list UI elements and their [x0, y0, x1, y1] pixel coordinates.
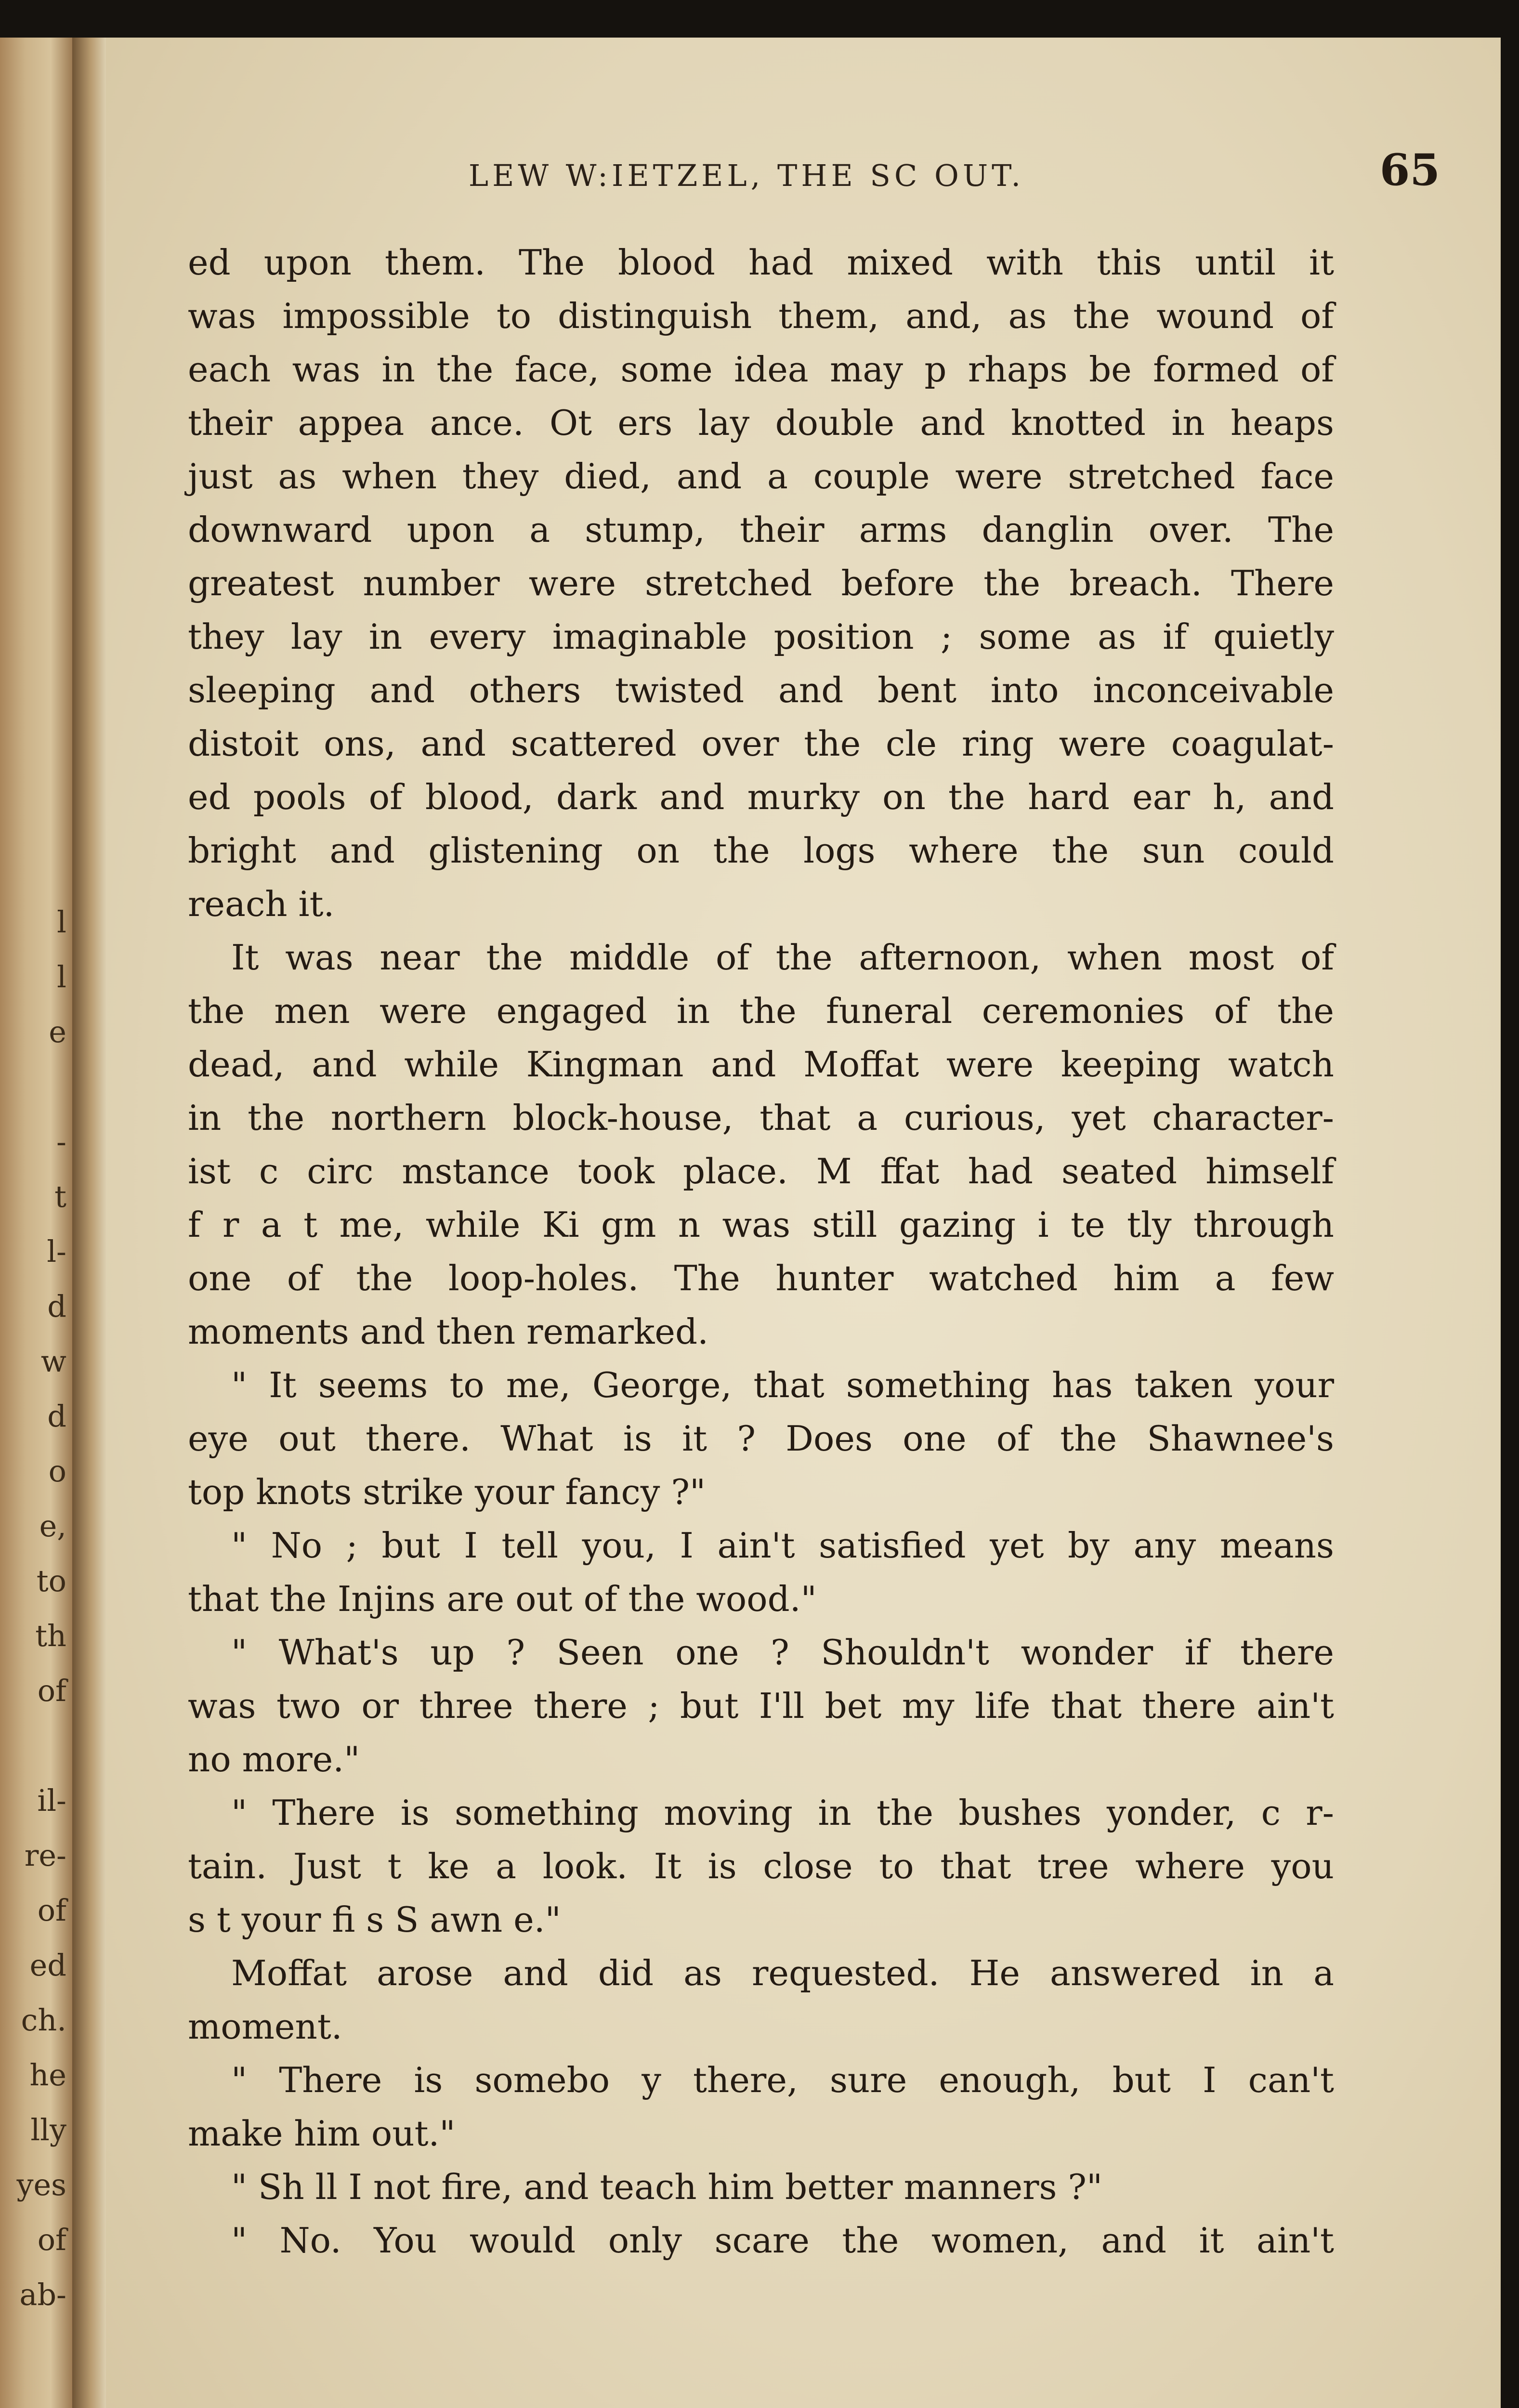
text-line: sleeping and others twisted and bent into inconceivable [188, 670, 1334, 710]
text-line: was two or three there ; but I'll bet my life that there ain't [188, 1686, 1334, 1726]
facing-page-fragment: ed [29, 1948, 66, 1983]
text-line: " What's up ? Seen one ? Shouldn't wonder if there [231, 1632, 1334, 1673]
facing-page-fragment: of [37, 1673, 66, 1708]
facing-page-fragment [9, 1060, 66, 1114]
facing-page-fragment: th [35, 1618, 66, 1653]
facing-page-fragment: ab- [19, 2277, 66, 2312]
text-line: they lay in every imaginable position ; some as if quietly [188, 616, 1334, 657]
scan-border-right [1501, 0, 1519, 2408]
facing-page-fragment: - [56, 1124, 66, 1159]
facing-page-fragment: e [49, 1014, 66, 1049]
facing-page-fragment [9, 401, 66, 456]
text-line: bright and glistening on the logs where the sun could [188, 830, 1334, 871]
facing-page-fragment [9, 236, 66, 291]
text-line: each was in the face, some idea may p rhaps be formed of [188, 349, 1334, 390]
facing-page-fragment: il- [37, 1783, 66, 1818]
book-gutter [72, 38, 106, 2408]
facing-page-fragment [9, 346, 66, 401]
text-line: that the Injins are out of the wood." [188, 1579, 817, 1619]
text-line: distoit ons, and scattered over the cle ring were coagulat- [188, 723, 1334, 764]
facing-page-fragment [9, 565, 66, 620]
text-line: just as when they died, and a couple were stretched face [188, 456, 1334, 497]
text-line: " No. You would only scare the women, and it ain't [231, 2220, 1334, 2261]
text-line: make him out." [188, 2113, 456, 2154]
text-line: " There is something moving in the bushes yonder, c r- [231, 1793, 1334, 1833]
scan-border-top [0, 0, 1519, 38]
text-line: ist c circ mstance took place. M ffat had seated himself [188, 1151, 1334, 1191]
text-line: " Sh ll I not fire, and teach him better manners ?" [231, 2167, 1103, 2207]
text-line: in the northern block-house, that a curious, yet character- [188, 1098, 1334, 1138]
text-line: their appea ance. Ot ers lay double and knotted in heaps [188, 403, 1334, 443]
facing-page-fragment: ch. [21, 2002, 66, 2038]
facing-page-fragment [9, 840, 66, 895]
text-line: " No ; but I tell you, I ain't satisfied yet by any means [231, 1525, 1334, 1566]
facing-page-fragment [9, 510, 66, 565]
facing-page-fragment: w [40, 1344, 66, 1379]
text-line: greatest number were stretched before the breach. There [188, 563, 1334, 603]
running-head: LEW W:IETZEL, THE SC OUT. [468, 158, 1025, 193]
facing-page-fragment [9, 620, 66, 675]
text-line: f r a t me, while Ki gm n was still gazing i te tly through [188, 1204, 1334, 1245]
text-line: no more." [188, 1739, 360, 1780]
facing-page-fragment: to [36, 1563, 66, 1598]
text-line: ed upon them. The blood had mixed with this until it [188, 242, 1334, 283]
text-line: reach it. [188, 884, 335, 924]
facing-page-fragment [9, 291, 66, 346]
text-line: downward upon a stump, their arms danglin over. The [188, 510, 1334, 550]
facing-page-text-fragments [9, 236, 66, 2322]
facing-page-fragment [9, 730, 66, 785]
text-line: eye out there. What is it ? Does one of the Shawnee's [188, 1418, 1334, 1459]
text-line: was impossible to distinguish them, and, as the wound of [188, 296, 1334, 336]
facing-page-fragment: re- [24, 1838, 66, 1873]
facing-page-fragment: l [57, 959, 66, 995]
text-line: one of the loop-holes. The hunter watched him a few [188, 1258, 1334, 1298]
text-line: tain. Just t ke a look. It is close to that tree where you [188, 1846, 1334, 1886]
facing-page-fragment [9, 675, 66, 730]
text-line: ed pools of blood, dark and murky on the hard ear h, and [188, 777, 1334, 817]
facing-page-fragment: d [47, 1399, 66, 1434]
text-line: the men were engaged in the funeral ceremonies of the [188, 991, 1334, 1031]
facing-page-fragment: d [47, 1289, 66, 1324]
text-line: " It seems to me, George, that something has taken your [231, 1365, 1334, 1405]
body-text [188, 236, 1334, 2267]
book-page [106, 38, 1501, 2408]
text-line: s t your fi s S awn e." [188, 1899, 561, 1940]
facing-page-fragment: of [37, 2222, 66, 2257]
text-line: It was near the middle of the afternoon, when most of [231, 937, 1334, 978]
text-line: top knots strike your fancy ?" [188, 1472, 706, 1512]
text-line: dead, and while Kingman and Moffat were keeping watch [188, 1044, 1334, 1085]
facing-page-fragment: l- [47, 1234, 66, 1269]
facing-page-fragment: lly [30, 2112, 66, 2147]
facing-page-fragment: yes [16, 2167, 66, 2202]
facing-page-fragment: o [48, 1453, 66, 1489]
facing-page-edge [0, 38, 72, 2408]
text-line: moment. [188, 2006, 342, 2047]
facing-page-fragment: t [54, 1179, 66, 1214]
facing-page-fragment: he [29, 2057, 66, 2093]
facing-page-fragment [9, 1718, 66, 1773]
page-number: 65 [1379, 144, 1440, 196]
facing-page-fragment [9, 785, 66, 840]
facing-page-fragment: e, [39, 1508, 66, 1544]
facing-page-fragment: of [37, 1893, 66, 1928]
text-line: " There is somebo y there, sure enough, but I can't [231, 2060, 1334, 2100]
facing-page-fragment [9, 456, 66, 510]
text-line: Moffat arose and did as requested. He answered in a [231, 1953, 1334, 1993]
text-line: moments and then remarked. [188, 1311, 708, 1352]
facing-page-fragment: l [57, 904, 66, 940]
